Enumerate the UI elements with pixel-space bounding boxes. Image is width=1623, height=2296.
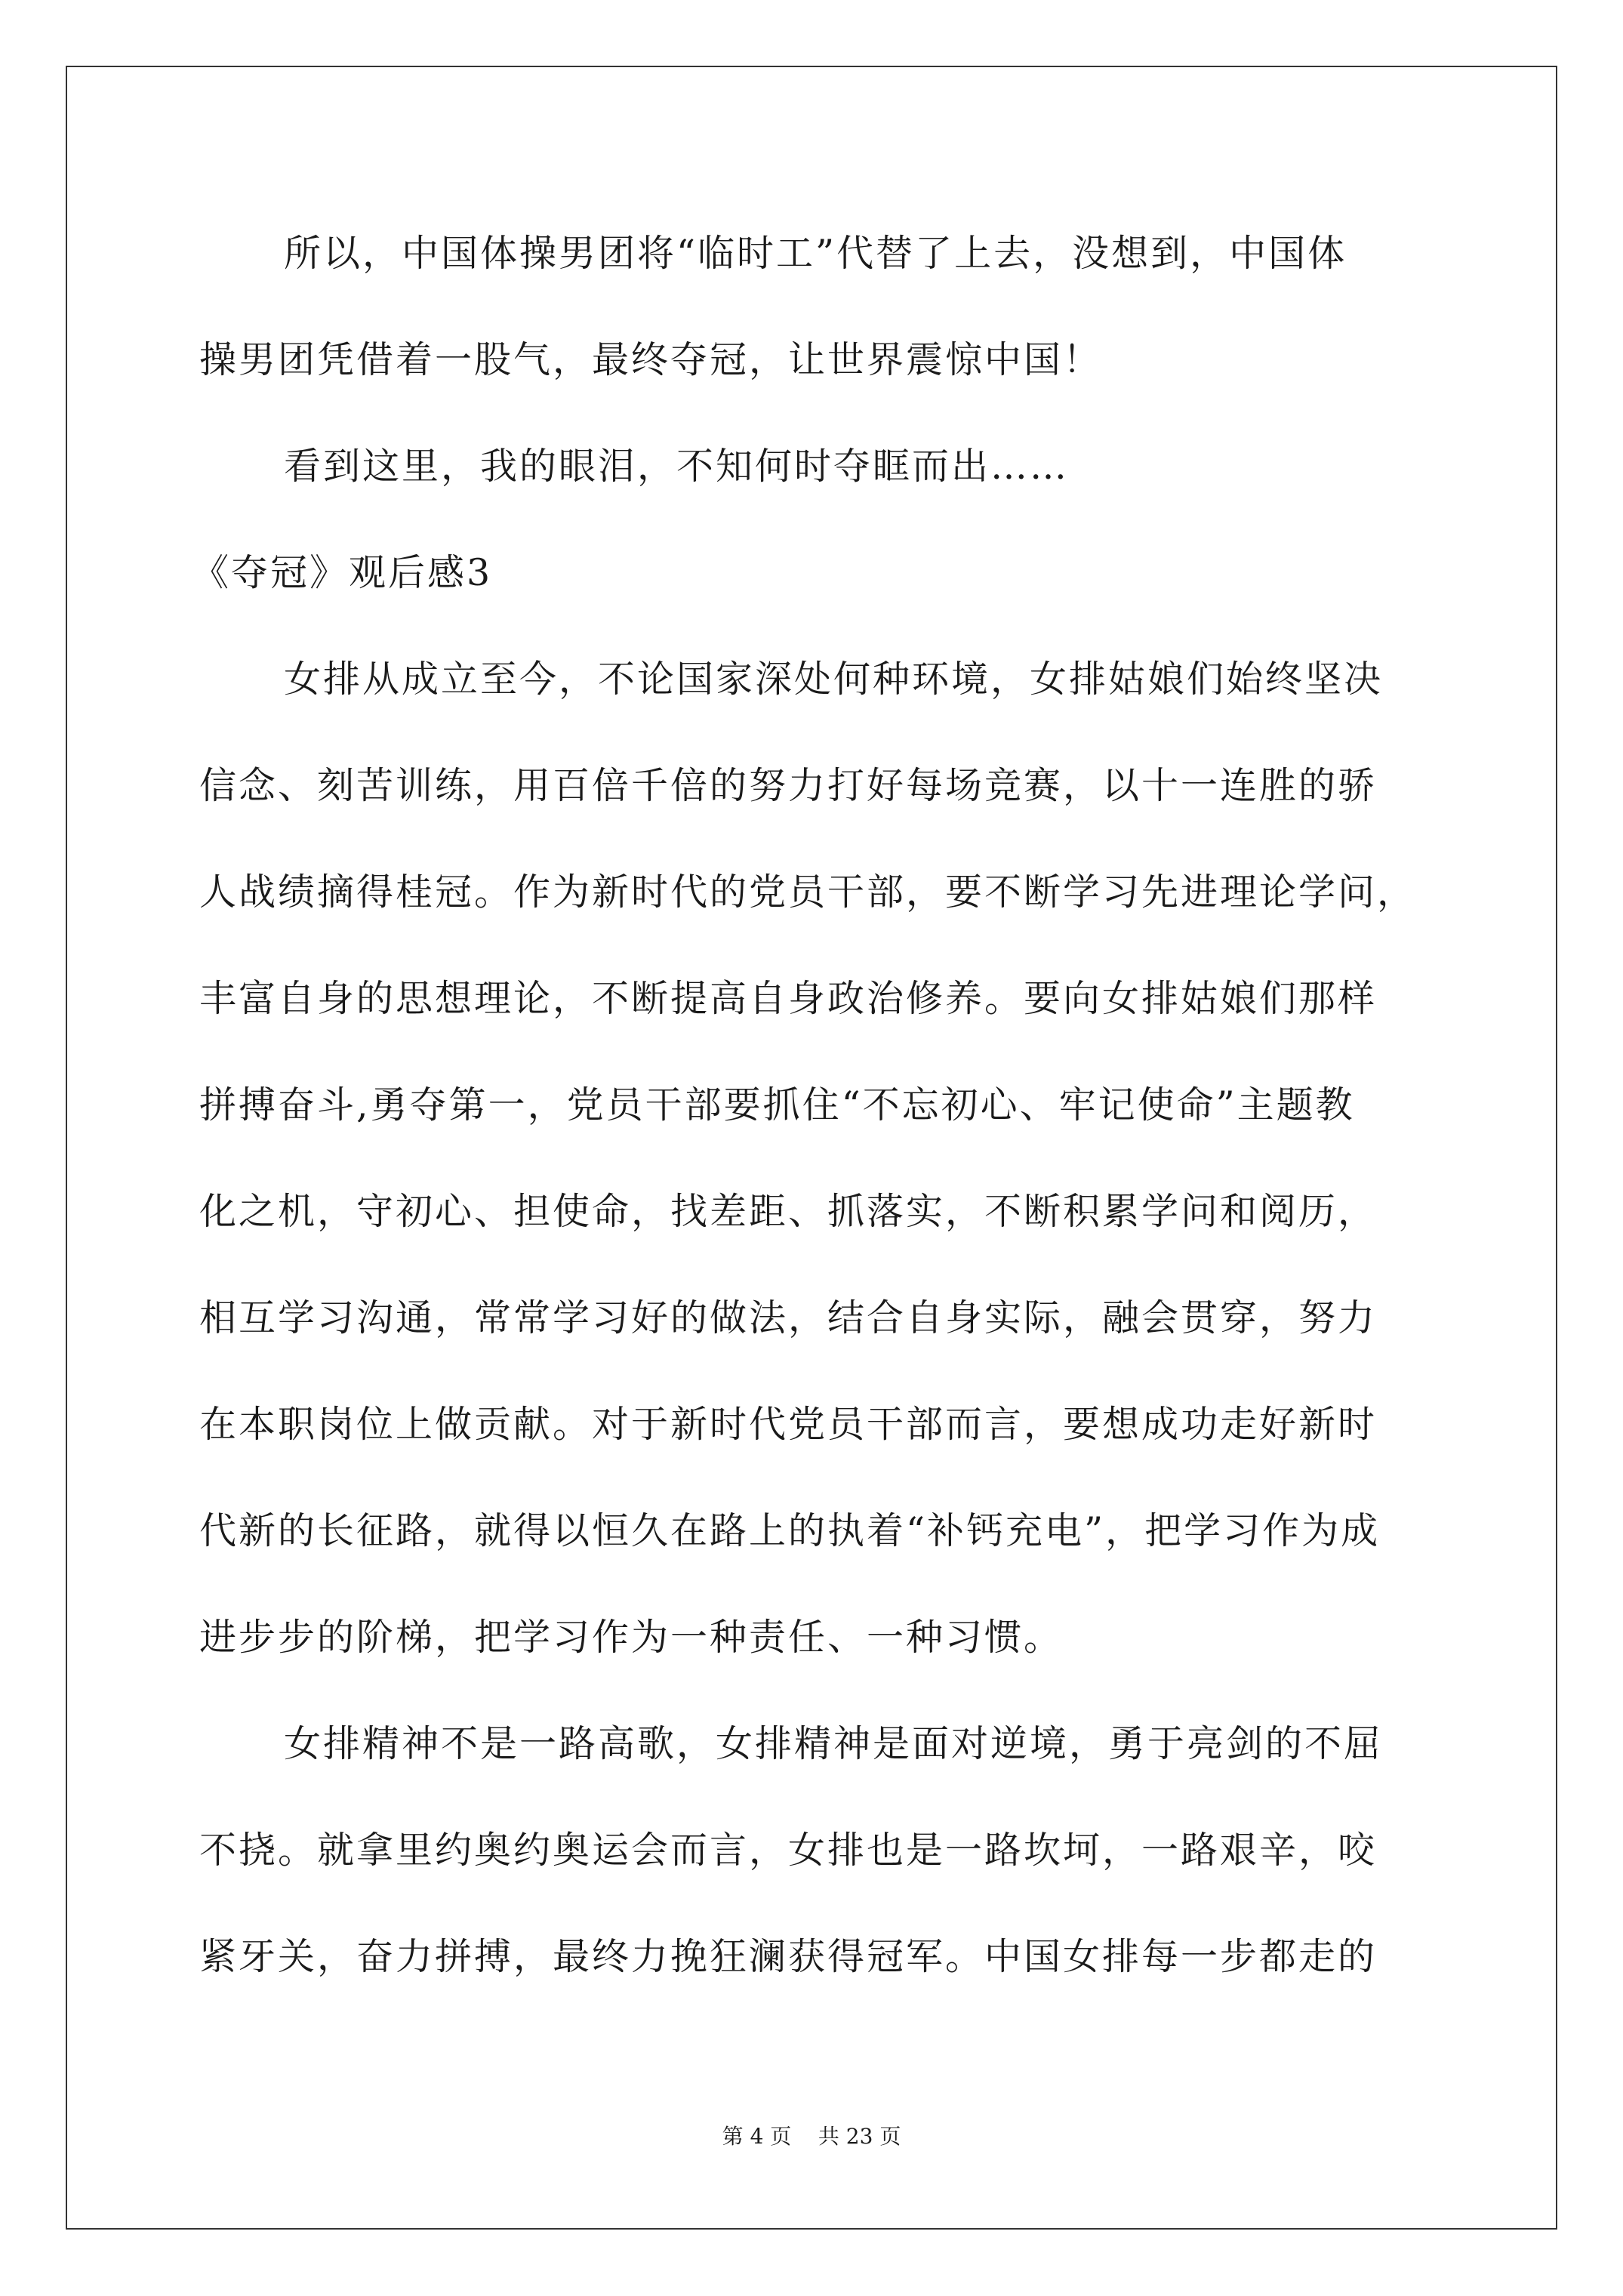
text-line-6: 信念、刻苦训练，用百倍千倍的努力打好每场竞赛，以十一连胜的骄	[199, 764, 1378, 807]
text-line-17: 紧牙关，奋力拼搏，最终力挽狂澜获得冠军。中国女排每一步都走的	[199, 1935, 1378, 1978]
text-line-15: 女排精神不是一路高歌，女排精神是面对逆境，勇于亮剑的不屈	[284, 1722, 1384, 1765]
text-line-11: 相互学习沟通，常常学习好的做法，结合自身实际，融会贯穿，努力	[199, 1296, 1378, 1339]
text-line-5: 女排从成立至今，不论国家深处何种环境，女排姑娘们始终坚决	[284, 658, 1384, 701]
text-line-9: 拼搏奋斗,勇夺第一，党员干部要抓住“不忘初心、牢记使命”主题教	[199, 1083, 1355, 1126]
page-footer	[0, 2122, 1623, 2152]
text-line-2: 操男团凭借着一股气，最终夺冠，让世界震惊中国！	[199, 338, 1103, 381]
text-line-3: 看到这里，我的眼泪，不知何时夺眶而出……	[284, 445, 1070, 488]
text-line-14: 进步步的阶梯，把学习作为一种责任、一种习惯。	[199, 1616, 1064, 1659]
text-line-7: 人战绩摘得桂冠。作为新时代的党员干部，要不断学习先进理论学问，	[199, 871, 1417, 914]
document-body	[192, 200, 1437, 2010]
page-number: 第 4 页 共 23 页	[722, 2124, 901, 2149]
text-line-16: 不挠。就拿里约奥约奥运会而言，女排也是一路坎坷，一路艰辛，咬	[199, 1829, 1378, 1872]
text-line-12: 在本职岗位上做贡献。对于新时代党员干部而言，要想成功走好新时	[199, 1403, 1378, 1446]
text-line-8: 丰富自身的思想理论，不断提高自身政治修养。要向女排姑娘们那样	[199, 977, 1378, 1020]
section-heading: 《夺冠》观后感3	[192, 551, 493, 594]
text-line-13: 代新的长征路，就得以恒久在路上的执着“补钙充电”，把学习作为成	[199, 1509, 1381, 1552]
text-line-1: 所以，中国体操男团将“临时工”代替了上去，没想到，中国体	[284, 232, 1347, 275]
text-line-10: 化之机，守初心、担使命，找差距、抓落实，不断积累学问和阅历，	[199, 1190, 1378, 1233]
